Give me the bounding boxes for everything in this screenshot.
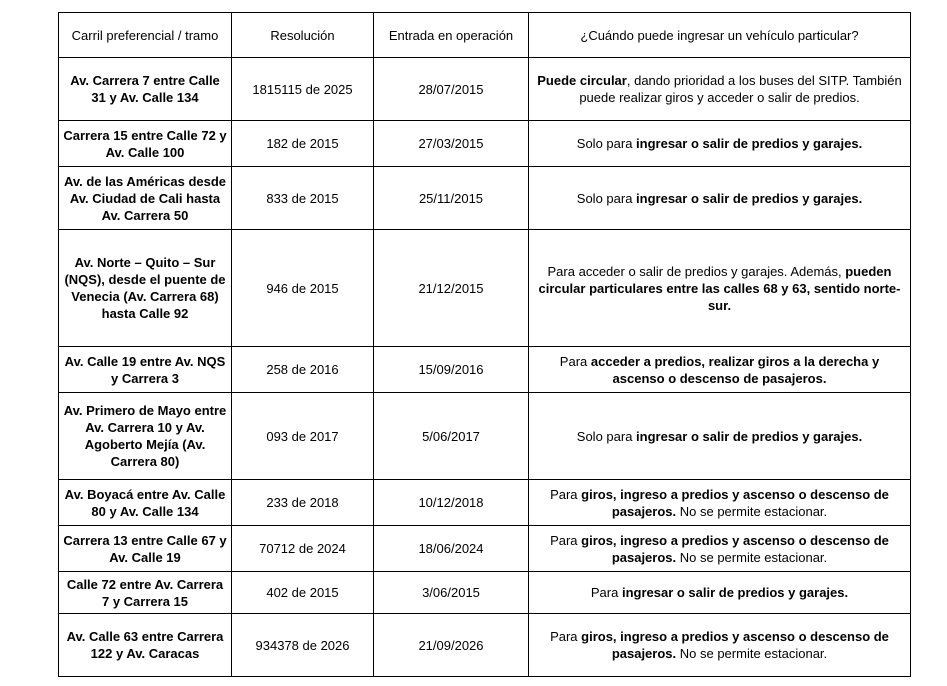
table-row [59,614,911,677]
table-row [59,121,911,167]
table-row [59,572,911,614]
cuando-bold-text: giros, ingreso a predios y ascenso o descenso de pasajeros. [581,486,889,519]
header-tramo: Carril preferencial / tramo [59,13,232,58]
cell-tramo: Av. Carrera 7 entre Calle 31 y Av. Calle 134 [59,58,232,121]
cell-resolucion: 833 de 2015 [232,167,374,230]
cell-tramo: Av. Norte – Quito – Sur (NQS), desde el puente de Venecia (Av. Carrera 68) hasta Calle 92 [59,230,232,347]
cell-entrada: 18/06/2024 [374,526,529,572]
cuando-bold-text: ingresar o salir de predios y garajes. [636,190,863,206]
cuando-text: Para [590,585,622,600]
cell-entrada: 15/09/2016 [374,347,529,393]
cell-entrada: 21/09/2026 [374,614,529,677]
cuando-text: Solo para [576,136,637,151]
cuando-text: Solo para [576,190,637,206]
cuando-bold-text: ingresar o salir de predios y garajes. [636,136,863,151]
cuando-bold-text: giros, ingreso a predios y ascenso o descenso de pasajeros. [581,532,889,565]
table-row [59,167,911,230]
cell-tramo: Av. Calle 63 entre Carrera 122 y Av. Caracas [59,614,232,677]
cell-entrada: 21/12/2015 [374,230,529,347]
cell-tramo: Av. Calle 19 entre Av. NQS y Carrera 3 [59,347,232,393]
cell-entrada: 27/03/2015 [374,121,529,167]
cell-entrada: 25/11/2015 [374,167,529,230]
header-entrada: Entrada en operación [374,13,529,58]
cell-tramo: Av. Primero de Mayo entre Av. Carrera 10 y Av. Agoberto Mejía (Av. Carrera 80) [59,393,232,480]
cell-tramo: Av. de las Américas desde Av. Ciudad de Cali hasta Av. Carrera 50 [59,167,232,230]
cuando-bold-text: pueden circular particulares entre las calles 68 y 63, sentido norte-sur. [538,263,901,313]
cuando-text: Para [550,629,582,644]
header-resolucion: Resolución [232,13,374,58]
cell-cuando [529,58,911,121]
table-row [59,347,911,393]
cell-cuando [529,614,911,677]
table-row [59,230,911,347]
cuando-text: No se permite estacionar. [676,503,828,519]
cell-resolucion: 402 de 2015 [232,572,374,614]
cuando-text: , dando prioridad a los buses del SITP. También puede realizar giros y acceder o salir de predios. [579,73,902,105]
cuando-text: Solo para [576,428,637,444]
cell-resolucion: 946 de 2015 [232,230,374,347]
cell-tramo: Calle 72 entre Av. Carrera 7 y Carrera 15 [59,572,232,614]
carriles-table [58,12,911,677]
cell-tramo: Av. Boyacá entre Av. Calle 80 y Av. Calle 134 [59,480,232,526]
table-body [59,58,911,677]
cell-cuando [529,167,911,230]
table-row [59,526,911,572]
cuando-text: Para acceder o salir de predios y garajes. Además, [547,263,846,279]
header-cuando: ¿Cuándo puede ingresar un vehículo particular? [529,13,911,58]
cell-cuando [529,572,911,614]
cell-resolucion: 258 de 2016 [232,347,374,393]
cell-cuando [529,526,911,572]
table-row [59,480,911,526]
cuando-bold-text: Puede circular [537,73,627,88]
cell-resolucion: 934378 de 2026 [232,614,374,677]
cell-resolucion: 093 de 2017 [232,393,374,480]
table-row [59,58,911,121]
cell-cuando [529,347,911,393]
cuando-text: No se permite estacionar. [676,646,828,661]
cuando-bold-text: ingresar o salir de predios y garajes. [636,428,863,444]
cuando-text: Para [550,532,582,548]
cuando-text: Para [550,486,582,502]
cuando-bold-text: ingresar o salir de predios y garajes. [621,585,849,600]
cell-resolucion: 233 de 2018 [232,480,374,526]
cuando-bold-text: giros, ingreso a predios y ascenso o descenso de pasajeros. [581,629,889,661]
cell-entrada: 28/07/2015 [374,58,529,121]
cell-tramo: Carrera 13 entre Calle 67 y Av. Calle 19 [59,526,232,572]
cell-tramo: Carrera 15 entre Calle 72 y Av. Calle 100 [59,121,232,167]
table-row [59,393,911,480]
cell-entrada: 5/06/2017 [374,393,529,480]
cell-resolucion: 182 de 2015 [232,121,374,167]
cuando-text: Para [559,353,591,369]
cell-resolucion: 70712 de 2024 [232,526,374,572]
cuando-text: No se permite estacionar. [676,549,828,565]
cell-cuando [529,393,911,480]
cell-entrada: 10/12/2018 [374,480,529,526]
cuando-bold-text: acceder a predios, realizar giros a la derecha y ascenso o descenso de pasajeros. [590,353,880,386]
cell-cuando [529,480,911,526]
cell-cuando [529,121,911,167]
cell-entrada: 3/06/2015 [374,572,529,614]
cell-cuando [529,230,911,347]
cell-resolucion: 1815115 de 2025 [232,58,374,121]
header-row [59,13,911,58]
